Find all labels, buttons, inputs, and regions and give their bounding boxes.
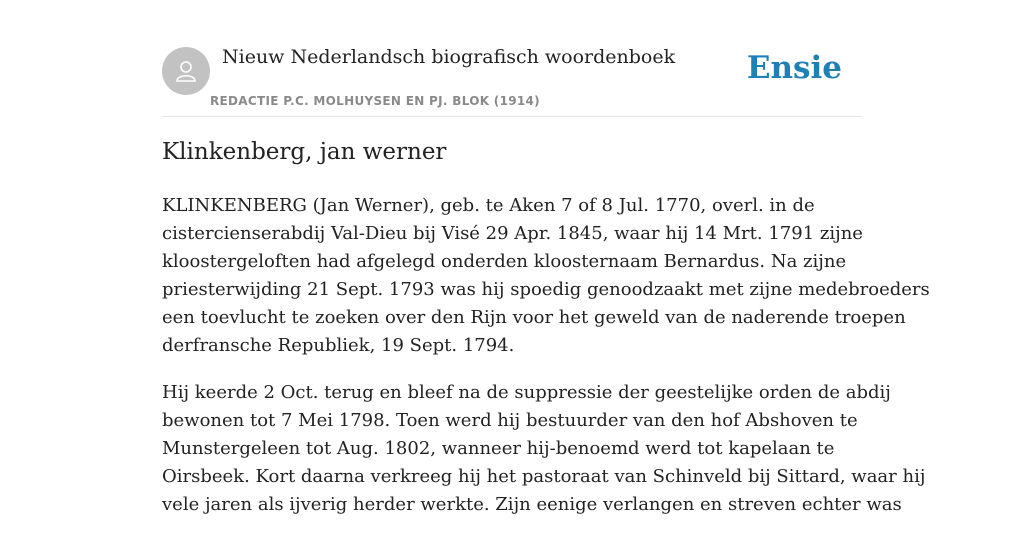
text-line: vele jaren als ijverig herder werkte. Zijn eenige verlangen en streven echter was: [162, 494, 902, 515]
book-title[interactable]: Nieuw Nederlandsch biografisch woordenboek: [222, 46, 676, 68]
text-line: Munstergeleen tot Aug. 1802, wanneer hij-benoemd werd tot kapelaan te: [162, 438, 835, 459]
article-body: [162, 192, 930, 538]
editors-line: REDACTIE P.C. MOLHUYSEN EN PJ. BLOK (1914): [210, 94, 540, 108]
article-title: Klinkenberg, jan werner: [162, 139, 447, 165]
text-line: kloostergeloften had afgelegd onderden kloosternaam Bernardus. Na zijne: [162, 251, 847, 272]
text-line: Hij keerde 2 Oct. terug en bleef na de suppressie der geestelijke orden de abdij: [162, 382, 891, 403]
paragraph: [162, 379, 926, 519]
header: [162, 0, 862, 117]
avatar[interactable]: [162, 47, 210, 95]
user-icon: [172, 57, 200, 85]
text-line: derfransche Republiek, 19 Sept. 1794.: [162, 335, 515, 356]
ensie-logo[interactable]: Ensie: [746, 50, 842, 86]
page-container: [162, 0, 930, 515]
text-line: KLINKENBERG (Jan Werner), geb. te Aken 7 of 8 Jul. 1770, overl. in de: [162, 195, 815, 216]
text-line: priesterwijding 21 Sept. 1793 was hij spoedig genoodzaakt met zijne medebroeders: [162, 279, 930, 300]
text-line: cistercienserabdij Val-Dieu bij Visé 29 Apr. 1845, waar hij 14 Mrt. 1791 zijne: [162, 223, 863, 244]
paragraph: [162, 192, 930, 360]
text-line: een toevlucht te zoeken over den Rijn voor het geweld van de naderende troepen: [162, 307, 906, 328]
text-line: Oirsbeek. Kort daarna verkreeg hij het pastoraat van Schinveld bij Sittard, waar hij: [162, 466, 926, 487]
text-line: bewonen tot 7 Mei 1798. Toen werd hij bestuurder van den hof Abshoven te: [162, 410, 858, 431]
